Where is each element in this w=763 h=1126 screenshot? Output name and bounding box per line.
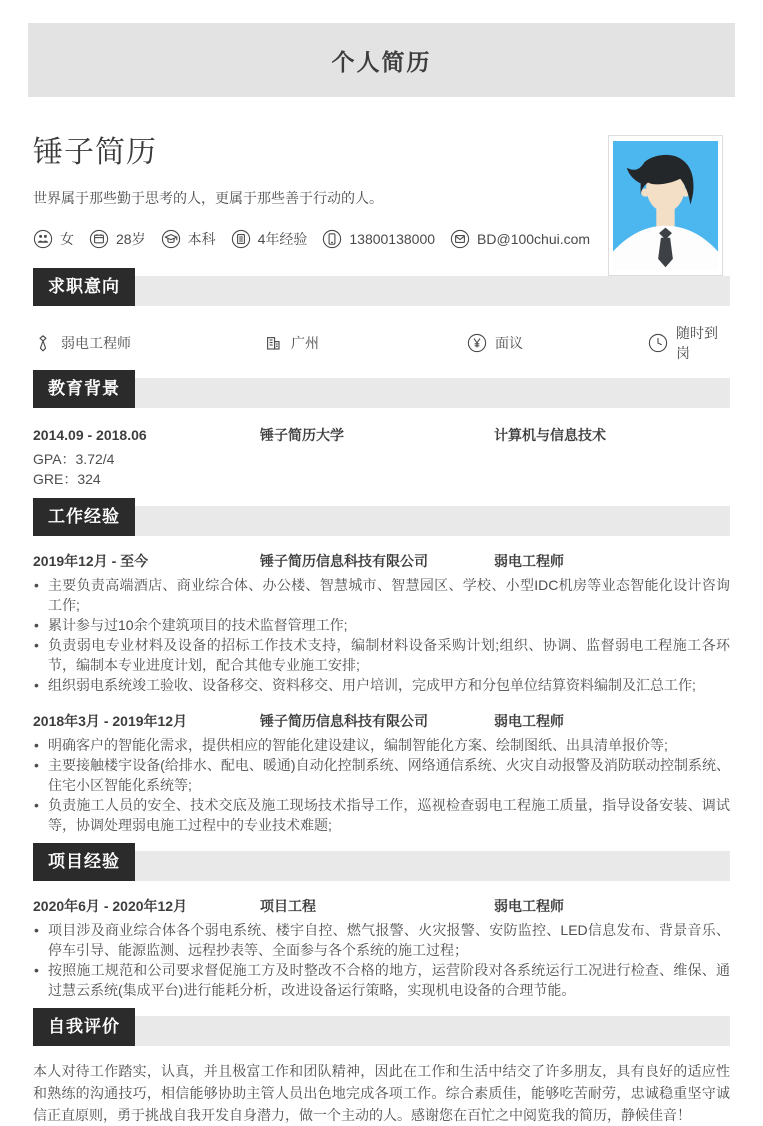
job-period: 2018年3月 - 2019年12月 — [33, 713, 188, 729]
job-period: 2019年12月 - 至今 — [33, 553, 149, 569]
experience-value: 4年经验 — [257, 231, 308, 247]
intent-salary-value: 面议 — [495, 335, 523, 351]
bullet: • 负责施工人员的安全、技术交底及施工现场技术指导工作，巡视检查弱电工程施工质量，指导设备安装、调试等，协调处理弱电施工过程中的专业技术难题; — [33, 795, 730, 835]
education-details — [33, 449, 730, 489]
education-school: 锤子简历大学 — [260, 427, 344, 443]
gender-value: 女 — [60, 231, 74, 247]
section-title-education: 教育背景 — [33, 370, 135, 408]
bullet: • 负责弱电专业材料及设备的招标工作技术支持，编制材料设备采购计划;组织、协调、监督弱电工程施工各环节，编制本专业进度计划，配合其他专业施工安排; — [33, 635, 730, 675]
section-project — [33, 851, 730, 881]
project-entry-head — [33, 896, 730, 916]
education-gre: GRE：324 — [33, 471, 101, 487]
page-title: 个人简历 — [331, 48, 432, 75]
education-major: 计算机与信息技术 — [494, 427, 606, 443]
section-title-work: 工作经验 — [33, 498, 135, 536]
bullet: • 累计参与过10余个建筑项目的技术监督管理工作; — [33, 615, 730, 635]
job-bullets — [33, 735, 730, 835]
clock-icon — [648, 333, 668, 353]
phone-value: 13800138000 — [349, 231, 436, 247]
intent-position-value: 弱电工程师 — [61, 335, 131, 351]
intent-position — [33, 323, 263, 363]
intent-availability — [648, 323, 730, 363]
job-bullets — [33, 575, 730, 695]
intent-salary — [467, 323, 648, 363]
intent-city — [263, 323, 467, 363]
section-self-evaluation — [33, 1016, 730, 1046]
section-work — [33, 506, 730, 536]
section-title-self: 自我评价 — [33, 1008, 135, 1046]
info-experience — [231, 229, 308, 249]
section-band — [33, 276, 730, 306]
bullet: • 主要接触楼宇设备(给排水、配电、暖通)自动化控制系统、网络通信系统、火灾自动报警及消防联动控制系统、住宅小区智能化系统等; — [33, 755, 730, 795]
project-period: 2020年6月 - 2020年12月 — [33, 898, 188, 914]
section-band — [33, 851, 730, 881]
email-value: BD@100chui.com — [477, 231, 591, 247]
section-title-intention: 求职意向 — [33, 268, 135, 306]
education-period: 2014.09 - 2018.06 — [33, 427, 147, 443]
info-phone — [322, 229, 435, 249]
section-title-project: 项目经验 — [33, 843, 135, 881]
info-email — [450, 229, 590, 249]
info-degree — [161, 229, 216, 249]
gender-icon — [33, 229, 53, 249]
education-entry — [33, 425, 730, 445]
project-bullets — [33, 920, 730, 1000]
self-evaluation-text: 本人对待工作踏实，认真，并且极富工作和团队精神，因此在工作和生活中结交了许多朋友，具有良好的适应性和熟练的沟通技巧，相信能够协助主管人员出色地完成各项工作。综合素质佳，能够吃苦耐劳，忠诚稳重坚守诚信正直原则，勇于挑战自我开发自身潜力，做一个主动的人。感谢您在百忙之中阅览我的简历，静候佳音！ — [33, 1063, 730, 1123]
avatar — [613, 140, 718, 271]
project-name: 项目工程 — [260, 898, 316, 914]
project-role: 弱电工程师 — [494, 898, 564, 914]
section-band — [33, 1016, 730, 1046]
candidate-name: 锤子简历 — [33, 136, 157, 169]
experience-icon — [231, 229, 251, 249]
email-icon — [450, 229, 470, 249]
necktie-icon — [33, 333, 53, 353]
job-role: 弱电工程师 — [494, 553, 564, 569]
education-gpa: GPA：3.72/4 — [33, 451, 115, 467]
degree-value: 本科 — [187, 231, 216, 247]
bullet: • 项目涉及商业综合体各个弱电系统、楼宇自控、燃气报警、火灾报警、安防监控、LED信息发布、背景音乐、停车引导、能源监测、远程抄表等、全面参与各个系统的施工过程； — [33, 920, 730, 960]
section-intention — [33, 276, 730, 306]
job-company: 锤子简历信息科技有限公司 — [260, 553, 428, 569]
intention-row — [33, 323, 730, 363]
job-entry-head — [33, 551, 730, 571]
job-company: 锤子简历信息科技有限公司 — [260, 713, 428, 729]
salary-icon — [467, 333, 487, 353]
tagline: 世界属于那些勤于思考的人，更属于那些善于行动的人。 — [33, 190, 383, 206]
bullet: • 按照施工规范和公司要求督促施工方及时整改不合格的地方，运营阶段对各系统运行工况进行检查、维保、通过慧云系统(集成平台)进行能耗分析，改进设备运行策略，实现机电设备的合理节能。 — [33, 960, 730, 1000]
degree-icon — [161, 229, 181, 249]
profile-photo — [608, 135, 723, 276]
intent-availability-value: 随时到岗 — [676, 325, 718, 361]
intent-city-value: 广州 — [291, 335, 319, 351]
job-role: 弱电工程师 — [494, 713, 564, 729]
bullet: • 主要负责高端酒店、商业综合体、办公楼、智慧城市、智慧园区、学校、小型IDC机房等业态智能化设计咨询工作; — [33, 575, 730, 615]
info-gender — [33, 229, 74, 249]
age-icon — [89, 229, 109, 249]
bullet: • 组织弱电系统竣工验收、设备移交、资料移交、用户培训，完成甲方和分包单位结算资料编制及汇总工作; — [33, 675, 730, 695]
section-band — [33, 506, 730, 536]
job-entry-head — [33, 711, 730, 731]
building-icon — [263, 333, 283, 353]
section-band — [33, 378, 730, 408]
resume-banner — [28, 23, 735, 97]
info-age — [89, 229, 146, 249]
phone-icon — [322, 229, 342, 249]
bullet: • 明确客户的智能化需求，提供相应的智能化建设建议，编制智能化方案、绘制图纸、出具清单报价等; — [33, 735, 730, 755]
section-education — [33, 378, 730, 408]
age-value: 28岁 — [116, 231, 146, 247]
